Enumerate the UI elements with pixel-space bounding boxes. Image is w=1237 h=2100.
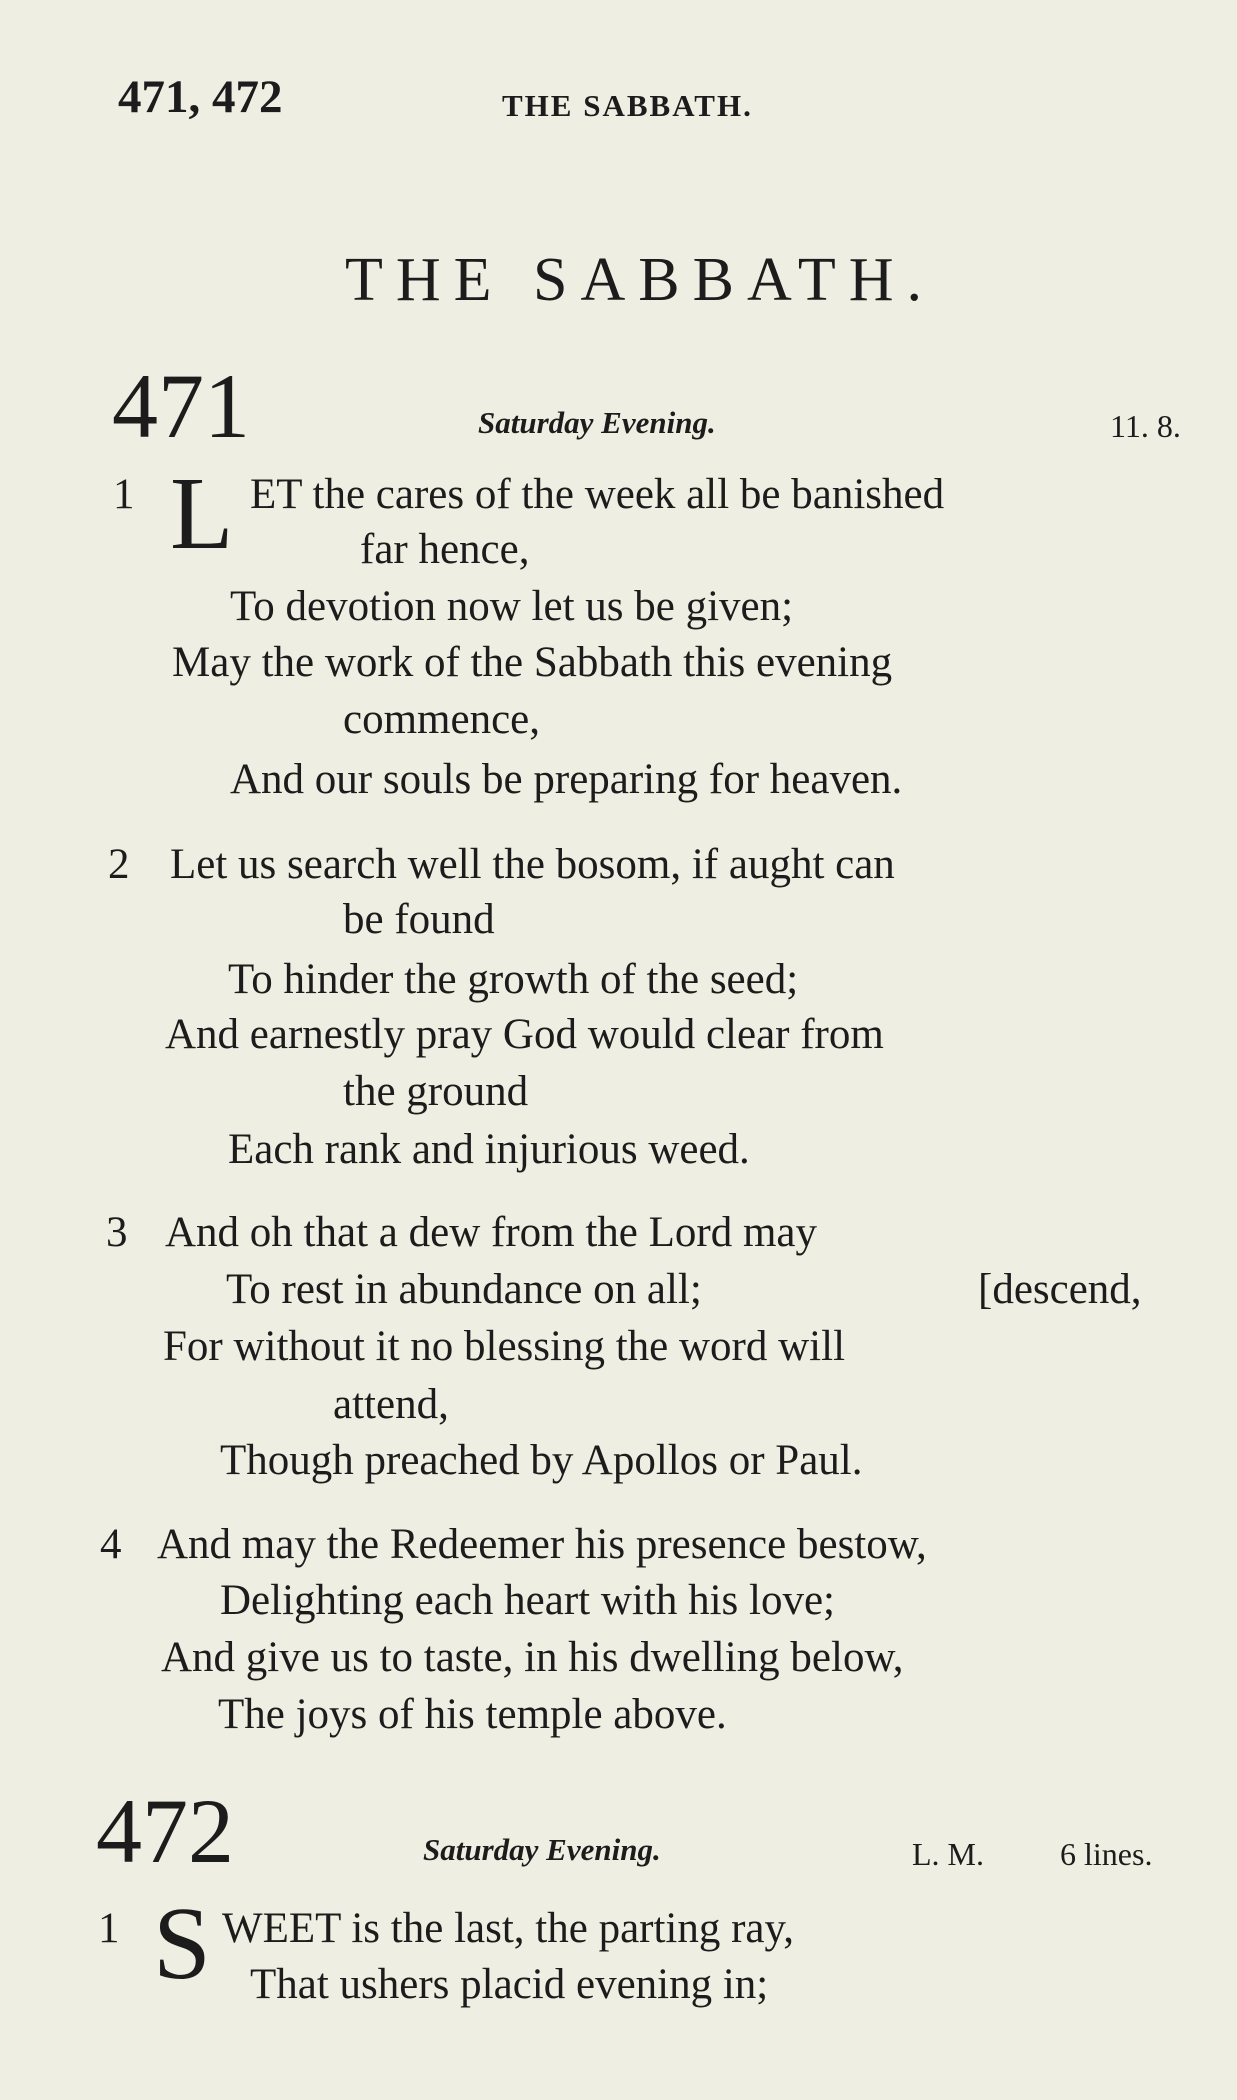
hymn-number-472: 472 — [96, 1780, 234, 1882]
verse-line: And give us to taste, in his dwelling below, — [161, 1634, 904, 1681]
drop-cap-L: L — [170, 456, 234, 571]
meter-472: L. M. — [912, 1836, 984, 1872]
verse-line: be found — [343, 896, 495, 943]
verse-line: And earnestly pray God would clear from — [165, 1011, 884, 1058]
verse-line: Let us search well the bosom, if aught can — [170, 841, 895, 888]
verse-line: For without it no blessing the word will — [163, 1323, 846, 1370]
meter-471: 11. 8. — [1110, 408, 1181, 444]
verse-line: To devotion now let us be given; — [230, 583, 794, 630]
verse-line-bracketed: [descend, — [978, 1266, 1142, 1313]
hymn-number-471: 471 — [112, 355, 250, 457]
meter-lines-472: 6 lines. — [1060, 1836, 1153, 1872]
verse-line: WEET is the last, the parting ray, — [222, 1905, 794, 1952]
verse-line: Though preached by Apollos or Paul. — [220, 1437, 863, 1484]
verse-line: To hinder the growth of the seed; — [228, 956, 799, 1003]
running-title: THE SABBATH. — [502, 88, 753, 123]
verse-line: The joys of his temple above. — [218, 1691, 727, 1738]
tune-name-472: Saturday Evening. — [423, 1832, 661, 1867]
verse-line: commence, — [343, 696, 540, 743]
verse-line: And may the Redeemer his presence bestow, — [157, 1521, 927, 1568]
verse-line: And our souls be preparing for heaven. — [230, 756, 903, 803]
verse-number-2: 2 — [108, 841, 130, 888]
tune-name-471: Saturday Evening. — [478, 405, 716, 440]
verse-line: Each rank and injurious weed. — [228, 1126, 750, 1173]
verse-line: Delighting each heart with his love; — [220, 1577, 835, 1624]
verse-line: attend, — [333, 1381, 449, 1428]
verse-line: May the work of the Sabbath this evening — [172, 639, 893, 686]
verse-line: ET the cares of the week all be banished — [250, 471, 945, 518]
verse-number-3: 3 — [106, 1209, 128, 1256]
verse-number-1: 1 — [98, 1905, 120, 1952]
verse-line: far hence, — [360, 526, 530, 573]
verse-number-4: 4 — [100, 1521, 122, 1568]
verse-line: That ushers placid evening in; — [250, 1961, 769, 2008]
section-title: THE SABBATH. — [345, 246, 936, 314]
page-numbers: 471, 472 — [118, 71, 283, 123]
verse-line: the ground — [343, 1068, 529, 1115]
verse-line: And oh that a dew from the Lord may — [165, 1209, 817, 1256]
drop-cap-S: S — [153, 1886, 211, 2001]
verse-line: To rest in abundance on all; — [226, 1266, 702, 1313]
verse-number-1: 1 — [113, 471, 135, 518]
